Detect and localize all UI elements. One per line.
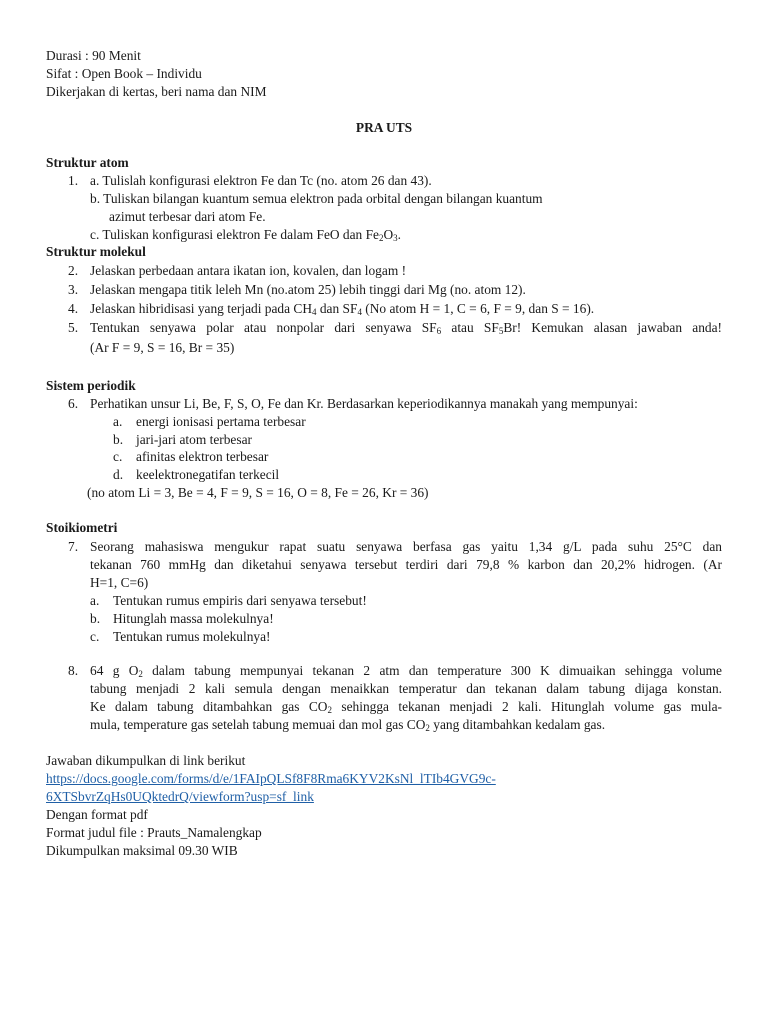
submission-link[interactable]: https://docs.google.com/forms/d/e/1FAIpQLSf8F8Rma6KYV2KsNl_lTIb4GVG9c- — [46, 771, 496, 786]
option-letter: c. — [90, 629, 100, 644]
question-2: Jelaskan perbedaan antara ikatan ion, kovalen, dan logam ! — [90, 263, 407, 278]
question-1b: b. Tuliskan bilangan kuantum semua elektron pada orbital dengan bilangan kuantum — [90, 191, 543, 206]
question-number: 8. — [68, 663, 79, 678]
page-title: PRA UTS — [355, 120, 413, 135]
section-heading-molecular-structure: Struktur molekul — [46, 244, 146, 259]
option-letter: a. — [113, 414, 123, 429]
question-number: 4. — [68, 301, 79, 316]
question-number: 6. — [68, 396, 79, 411]
section-heading-stoichiometry: Stoikiometri — [46, 520, 118, 535]
option-text: jari-jari atom terbesar — [136, 432, 252, 447]
option-letter: b. — [90, 611, 101, 626]
question-8: 64 g $O_2$ dalam tabung mempunyai tekanan 2 atm dan temperature 300 K dimuaikan sehingga volume — [90, 663, 722, 679]
deadline-note: Dikumpulkan maksimal 09.30 WIB — [46, 843, 238, 858]
section-heading-periodic-system: Sistem periodik — [46, 378, 136, 393]
option-text: Tentukan rumus empiris dari senyawa tersebut! — [113, 593, 367, 608]
option-letter: b. — [113, 432, 124, 447]
question-number: 5. — [68, 320, 79, 335]
option-letter: a. — [90, 593, 100, 608]
file-title-note: Format judul file : Prauts_Namalengkap — [46, 825, 262, 840]
question-7-continued: H=1, C=6) — [90, 575, 149, 590]
section-heading-atomic-structure: Struktur atom — [46, 155, 129, 170]
question-1a: a. Tulislah konfigurasi elektron Fe dan Tc (no. atom 26 dan 43). — [90, 173, 432, 188]
nature-line: Sifat : Open Book – Individu — [46, 66, 202, 81]
question-4: Jelaskan hibridisasi yang terjadi pada $CH_4$ dan $SF_4$ (No atom H = 1, C = 6, F = 9, dan S = 16). — [90, 301, 595, 317]
question-5-note: (Ar F = 9, S = 16, Br = 35) — [90, 340, 235, 355]
option-text: Hitunglah massa molekulnya! — [113, 611, 274, 626]
format-note: Dengan format pdf — [46, 807, 148, 822]
option-text: Tentukan rumus molekulnya! — [113, 629, 271, 644]
question-number: 7. — [68, 539, 79, 554]
question-7: Seorang mahasiswa mengukur rapat suatu senyawa berfasa gas yaitu 1,34 g/L pada suhu 25°C dan — [90, 539, 722, 554]
collect-instruction: Jawaban dikumpulkan di link berikut — [46, 753, 246, 768]
question-7-continued: tekanan 760 mmHg dan diketahui senyawa tersebut terdiri dari 79,8 % karbon dan 20,2% hidrogen. (Ar — [90, 557, 722, 572]
duration-line: Durasi : 90 Menit — [46, 48, 141, 63]
question-3: Jelaskan mengapa titik leleh Mn (no.atom 25) lebih tinggi dari Mg (no. atom 12). — [90, 282, 526, 297]
option-text: energi ionisasi pertama terbesar — [136, 414, 306, 429]
option-letter: c. — [113, 449, 123, 464]
question-6-note: (no atom Li = 3, Be = 4, F = 9, S = 16, O = 8, Fe = 26, Kr = 36) — [87, 485, 429, 500]
submission-link-continued[interactable]: 6XTSbvrZqHs0UQktedrQ/viewform?usp=sf_link — [46, 789, 314, 804]
question-8-continued: tabung menjadi 2 kali semula dengan menaikkan temperatur dan tekanan dalam tabung dijaga konstan. — [90, 681, 722, 696]
question-number: 3. — [68, 282, 79, 297]
option-text: keelektronegatifan terkecil — [136, 467, 280, 482]
option-letter: d. — [113, 467, 124, 482]
instruction-line: Dikerjakan di kertas, beri nama dan NIM — [46, 84, 267, 99]
question-5: Tentukan senyawa polar atau nonpolar dari senyawa $SF_6$ atau $SF_5Br$! Kemukan alasan jawaban anda! — [90, 320, 722, 336]
question-1b-continued: azimut terbesar dari atom Fe. — [109, 209, 266, 224]
question-1c: c. Tuliskan konfigurasi elektron Fe dalam FeO dan $Fe_2O_3$. — [90, 227, 402, 243]
question-8-continued: mula, temperature gas setelah tabung memuai dan mol gas $CO_2$ yang ditambahkan kedalam gas. — [90, 717, 606, 733]
question-number: 2. — [68, 263, 79, 278]
question-6: Perhatikan unsur Li, Be, F, S, O, Fe dan Kr. Berdasarkan keperiodikannya manakah yang mempunyai: — [90, 396, 638, 411]
option-text: afinitas elektron terbesar — [136, 449, 269, 464]
question-number: 1. — [68, 173, 79, 188]
question-8-continued: Ke dalam tabung ditambahkan gas $CO_2$ sehingga tekanan menjadi 2 kali. Hitunglah volume gas mula- — [90, 699, 722, 715]
